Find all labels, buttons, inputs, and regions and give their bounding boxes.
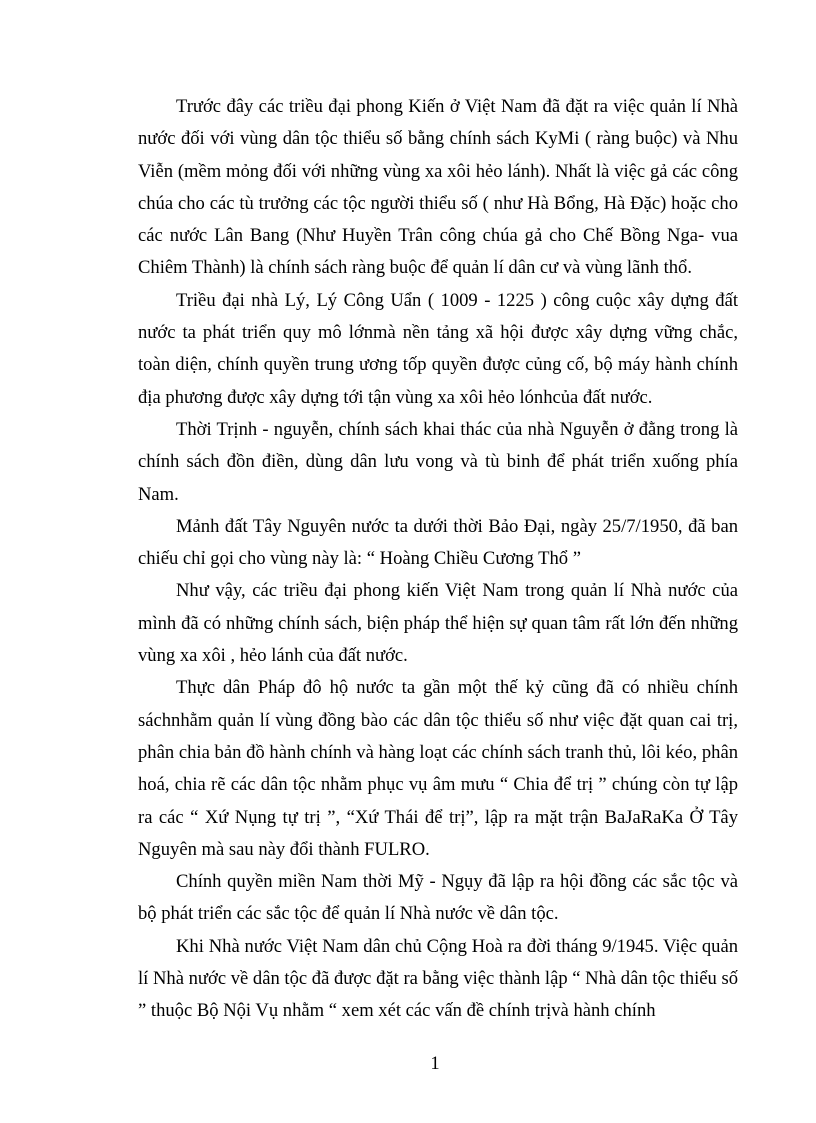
paragraph-2: Triều đại nhà Lý, Lý Công Uẩn ( 1009 - 1225 ) công cuộc xây dựng đất nước ta phát triển quy mô lớnmà nền tảng xã hội được xây dựng vững chắc, toàn diện, chính quyền trung ương tốp quyền được củng cố, bộ máy hành chính địa phương được xây dựng tới tận vùng xa xôi hẻo lónhcủa đất nước. [138,289,738,408]
body-text [138,91,738,1028]
paragraph-4: Mảnh đất Tây Nguyên nước ta dưới thời Bảo Đại, ngày 25/7/1950, đã ban chiếu chỉ gọi cho vùng này là: “ Hoàng Chiều Cương Thổ ” [138,515,738,570]
paragraph-1: Trước đây các triều đại phong Kiến ở Việt Nam đã đặt ra việc quản lí Nhà nước đối với vùng dân tộc thiểu số bằng chính sách KyMi ( ràng buộc) và Nhu Viễn (mềm mỏng đối với những vùng xa xôi hẻo lánh). Nhất là việc gả các công chúa cho các tù trưởng các tộc người thiểu số ( như Hà Bổng, Hà Đặc) hoặc cho các nước Lân Bang (Như Huyền Trân công chúa gả cho Chế Bồng Nga- vua Chiêm Thành) là chính sách ràng buộc để quản lí dân cư và vùng lãnh thổ. [138,96,738,279]
paragraph-7: Chính quyền miền Nam thời Mỹ - Ngụy đã lập ra hội đồng các sắc tộc và bộ phát triển các sắc tộc để quản lí Nhà nước về dân tộc. [138,871,738,925]
paragraph-6: Thực dân Pháp đô hộ nước ta gần một thế kỷ cũng đã có nhiều chính sáchnhằm quản lí vùng đồng bào các dân tộc thiểu số như việc đặt quan cai trị, phân chia bản đồ hành chính và hàng loạt các chính sách tranh thủ, lôi kéo, phân hoá, chia rẽ các dân tộc nhằm phục vụ âm mưu “ Chia để trị ” chúng còn tự lập ra các “ Xứ Nụng tự trị ”, “Xứ Thái để trị”, lập ra mặt trận BaJaRaKa Ở Tây Nguyên mà sau này đổi thành FULRO. [138,677,738,860]
paragraph-3: Thời Trịnh - nguyễn, chính sách khai thác của nhà Nguyễn ở đằng trong là chính sách đồn điền, dùng dân lưu vong và tù binh để phát triển xuống phía Nam. [138,418,738,505]
paragraph-8: Khi Nhà nước Việt Nam dân chủ Cộng Hoà ra đời tháng 9/1945. Việc quản lí Nhà nước về dân tộc đã được đặt ra bằng việc thành lập “ Nhà dân tộc thiểu số ” thuộc Bộ Nội Vụ nhằm “ xem xét các vấn đề chính trịvà hành chính [138,935,739,1022]
page-number: 1 [430,1053,440,1074]
paragraph-5: Như vậy, các triều đại phong kiến Việt Nam trong quản lí Nhà nước của mình đã có những chính sách, biện pháp thể hiện sự quan tâm rất lớn đến những vùng xa xôi , hẻo lánh của đất nước. [138,580,738,667]
